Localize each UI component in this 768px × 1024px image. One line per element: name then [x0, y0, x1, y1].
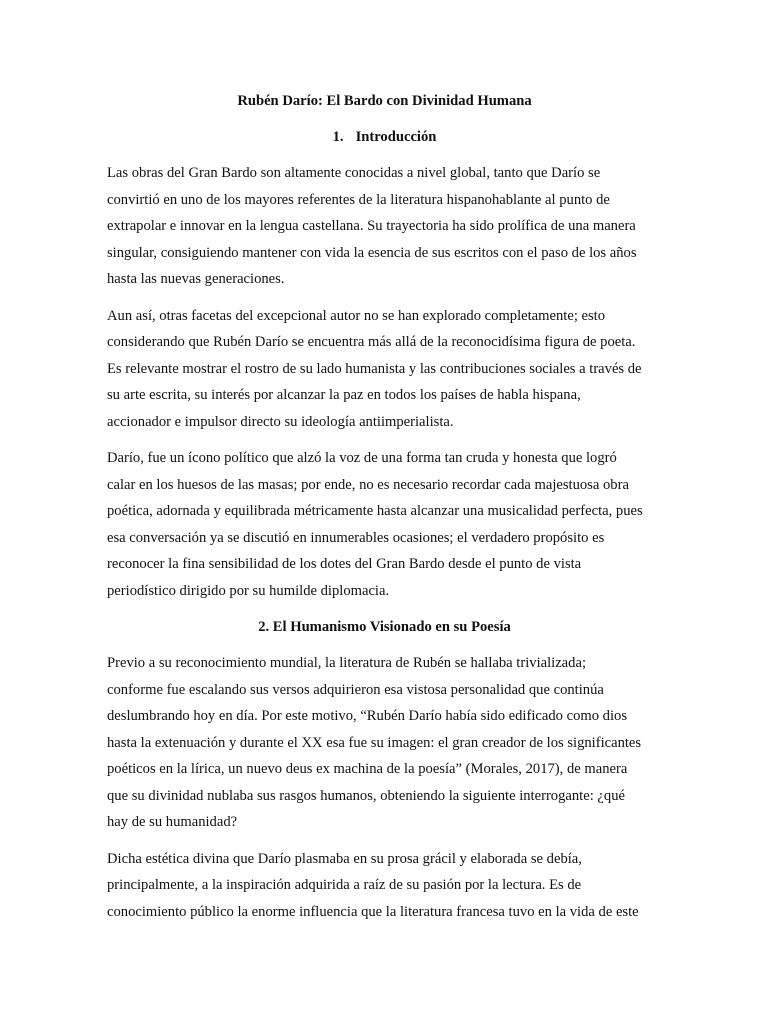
text-line: Las obras del Gran Bardo son altamente conocidas a nivel global, tanto que Darío se — [107, 165, 601, 181]
paragraph-4 — [107, 650, 662, 836]
paragraph-2 — [107, 303, 662, 436]
paragraph-1 — [107, 160, 662, 293]
paragraph-3 — [107, 445, 662, 604]
text-line: extrapolar e innovar en la lengua castellana. Su trayectoria ha sido prolífica de una manera — [107, 218, 636, 234]
document-page — [107, 88, 662, 935]
text-line: accionador e impulsor directo su ideología antiimperialista. — [107, 413, 454, 430]
text-line: reconocer la fina sensibilidad de los dotes del Gran Bardo desde el punto de vista — [107, 556, 582, 572]
text-line: poética, adornada y equilibrada métricamente hasta alcanzar una musicalidad perfecta, pues — [107, 503, 643, 519]
text-line: hasta la extenuación y durante el XX esa fue su imagen: el gran creador de los significantes — [107, 734, 642, 751]
text-line: considerando que Rubén Darío se encuentra más allá de la reconocidísima figura de poeta. — [107, 334, 636, 350]
text-line: principalmente, a la inspiración adquirida a raíz de su pasión por la lectura. Es de — [107, 877, 582, 893]
section-heading-humanismo: 2. El Humanismo Visionado en su Poesía — [258, 619, 511, 635]
text-line: poéticos en la lírica, un nuevo deus ex machina de la poesía” (Morales, 2017), de manera — [107, 761, 628, 777]
text-line: Aun así, otras facetas del excepcional autor no se han explorado completamente; esto — [107, 307, 606, 324]
text-line: hasta las nuevas generaciones. — [107, 271, 285, 287]
document-title: Rubén Darío: El Bardo con Divinidad Humana — [237, 93, 532, 109]
text-line: calar en los huesos de las masas; por ende, no es necesario recordar cada majestuosa obra — [107, 476, 629, 493]
text-line: convirtió en uno de los mayores referentes de la literatura hispanohablante al punto de — [107, 191, 610, 208]
text-line: conocimiento público la enorme influencia que la literatura francesa tuvo en la vida de este — [107, 903, 639, 920]
text-line: periodístico dirigido por su humilde diplomacia. — [107, 582, 390, 599]
text-line: deslumbrando hoy en día. Por este motivo, “Rubén Darío había sido edificado como dios — [107, 708, 627, 724]
section-number: 1. — [332, 129, 344, 145]
text-line: singular, consiguiendo mantener con vida la esencia de sus escritos con el paso de los años — [107, 244, 637, 261]
text-line: hay de su humanidad? — [107, 814, 238, 830]
text-line: conforme fue escalando sus versos adquirieron esa vistosa personalidad que continúa — [107, 681, 604, 698]
text-line: Es relevante mostrar el rostro de su lado humanista y las contribuciones sociales a través de — [107, 360, 642, 377]
text-line: Previo a su reconocimiento mundial, la literatura de Rubén se hallaba trivializada; — [107, 655, 586, 671]
text-line: Dicha estética divina que Darío plasmaba en su prosa grácil y elaborada se debía, — [107, 850, 582, 867]
section-heading-introduccion — [107, 124, 662, 150]
text-line: Darío, fue un ícono político que alzó la voz de una forma tan cruda y honesta que logró — [107, 450, 617, 466]
text-line: su arte escrita, su interés por alcanzar la paz en todos los países de habla hispana, — [107, 387, 581, 403]
text-line: que su divinidad nublaba sus rasgos humanos, obteniendo la siguiente interrogante: ¿qué — [107, 787, 625, 804]
paragraph-5 — [107, 846, 662, 926]
text-line: esa conversación ya se discutió en innumerables ocasiones; el verdadero propósito es — [107, 529, 605, 546]
section-label: Introducción — [355, 129, 437, 145]
